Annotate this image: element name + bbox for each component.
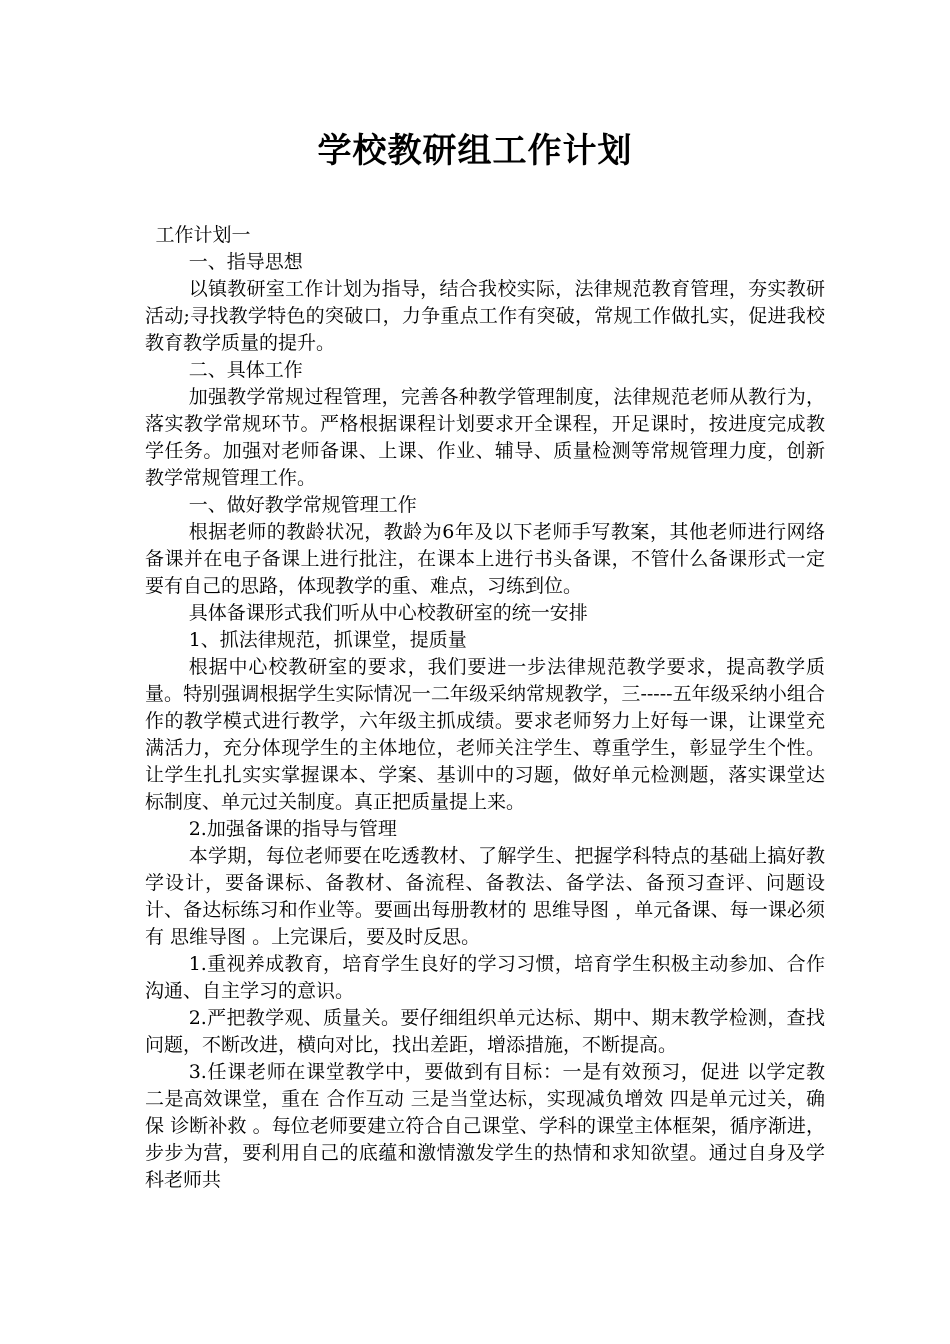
paragraph: 以镇教研室工作计划为指导，结合我校实际，法律规范教育管理，夯实教研活动;寻找教学特色的突破口，力争重点工作有突破，常规工作做扎实，促进我校教育教学质量的提升。 xyxy=(145,278,825,354)
paragraph: 加强教学常规过程管理，完善各种教学管理制度，法律规范老师从教行为，落实教学常规环节。严格根据课程计划要求开全课程，开足课时，按进度完成教学任务。加强对老师备课、上课、作业、辅导、质量检测等常规管理力度，创新教学常规管理工作。 xyxy=(145,386,825,489)
section-heading-routine-management: 一、做好教学常规管理工作 xyxy=(188,494,417,516)
document-title: 学校教研组工作计划 xyxy=(317,131,633,171)
document-body xyxy=(145,222,825,1194)
paragraph: 根据中心校教研室的要求，我们要进一步法律规范教学要求，提高教学质量。特别强调根据学生实际情况一二年级采纳常规教学，三-----五年级采纳小组合作的教学模式进行教学，六年级主抓成绩。要求老师努力上好每一课，让课堂充满活力，充分体现学生的主体地位，老师关注学生、尊重学生，彰显学生个性。让学生扎扎实实掌握课本、学案、基训中的习题，做好单元检测题，落实课堂达标制度、单元过关制度。真正把质量提上来。 xyxy=(145,656,825,813)
list-item: 1.重视养成教育，培育学生良好的学习习惯，培育学生积极主动参加、合作沟通、自主学习的意识。 xyxy=(145,953,825,1002)
list-item: 3.任课老师在课堂教学中，要做到有目标：一是有效预习，促进 以学定教 二是高效课堂，重在 合作互动 三是当堂达标，实现减负增效 四是单元过关，确保 诊断补救 。每位老师要建立符合自己课堂、学科的课堂主体框架，循序渐进，步步为营，要利用自己的底蕴和激情激发学生的热情和求知欲望。通过自身及学科老师共 xyxy=(145,1061,825,1191)
subsection-heading: 2.加强备课的指导与管理 xyxy=(188,818,397,840)
section-heading-specific-work: 二、具体工作 xyxy=(188,359,303,381)
subsection-heading: 1、抓法律规范，抓课堂，提质量 xyxy=(188,629,467,651)
paragraph: 具体备课形式我们听从中心校教研室的统一安排 xyxy=(188,602,588,624)
paragraph: 本学期，每位老师要在吃透教材、了解学生、把握学科特点的基础上搞好教学设计，要备课标、备教材、备流程、备教法、备学法、备预习查评、问题设计、备达标练习和作业等。要画出每册教材的 思维导图 ，单元备课、每一课必须有 思维导图 。上完课后，要及时反思。 xyxy=(145,845,825,948)
list-item: 2.严把教学观、质量关。要仔细组织单元达标、期中、期末教学检测，查找问题，不断改进，横向对比，找出差距，增添措施，不断提高。 xyxy=(145,1007,825,1056)
plan-heading: 工作计划一 xyxy=(155,224,251,246)
paragraph: 根据老师的教龄状况，教龄为6年及以下老师手写教案，其他老师进行网络备课并在电子备课上进行批注，在课本上进行书头备课，不管什么备课形式一定要有自己的思路，体现教学的重、难点，习练到位。 xyxy=(145,521,825,597)
section-heading-guiding-ideology: 一、指导思想 xyxy=(188,251,303,273)
